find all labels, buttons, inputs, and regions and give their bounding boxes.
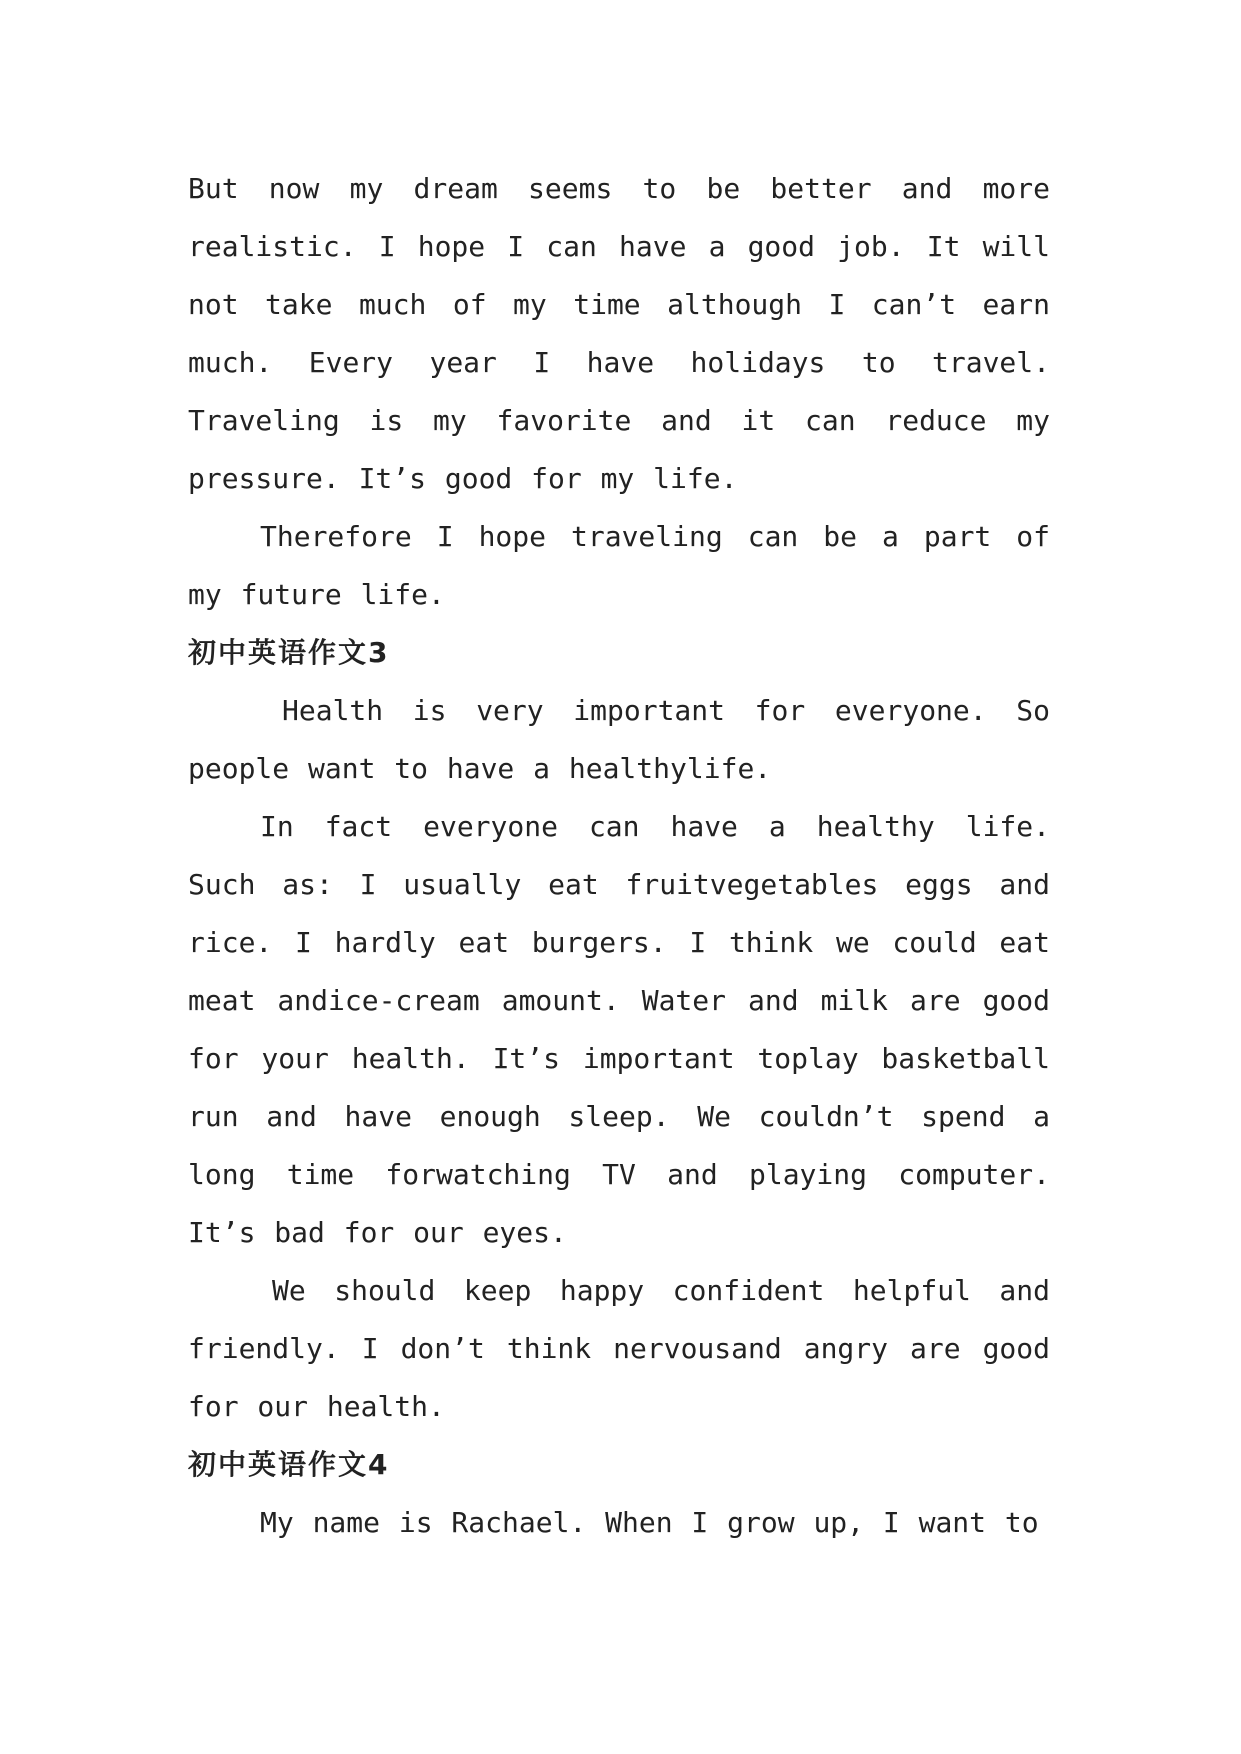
paragraph-healthy-life: In fact everyone can have a healthy life. Such as: I usually eat fruitvegetables eggs and rice. I hardly eat burgers. I think we could eat meat andice-cream amount. Water and milk are good for your health. It’s important toplay basketball run and have enough sleep. We couldn’t spend a long time forwatching TV and playing computer. It’s bad for our eyes. — [188, 810, 1050, 1249]
paragraph-my-name: My name is Rachael. When I grow up, I want to — [260, 1506, 1039, 1539]
section-heading-essay-4: 初中英语作文4 — [188, 1448, 390, 1481]
section-heading-essay-3: 初中英语作文3 — [188, 636, 390, 669]
paragraph-health-important: Health is very important for everyone. So people want to have a healthylife. — [188, 694, 1050, 785]
paragraph-dream-realistic: But now my dream seems to be better and more realistic. I hope I can have a good job. It will not take much of my time although I can’t earn much. Every year I have holidays to travel. Traveling is my favorite and it can reduce my pressure. It’s good for my life. — [188, 172, 1050, 495]
paragraph-keep-happy: We should keep happy confident helpful and friendly. I don’t think nervousand angry are good for our health. — [188, 1274, 1050, 1423]
document-body — [188, 160, 1050, 1552]
paragraph-traveling-future: Therefore I hope traveling can be a part of my future life. — [188, 520, 1050, 611]
